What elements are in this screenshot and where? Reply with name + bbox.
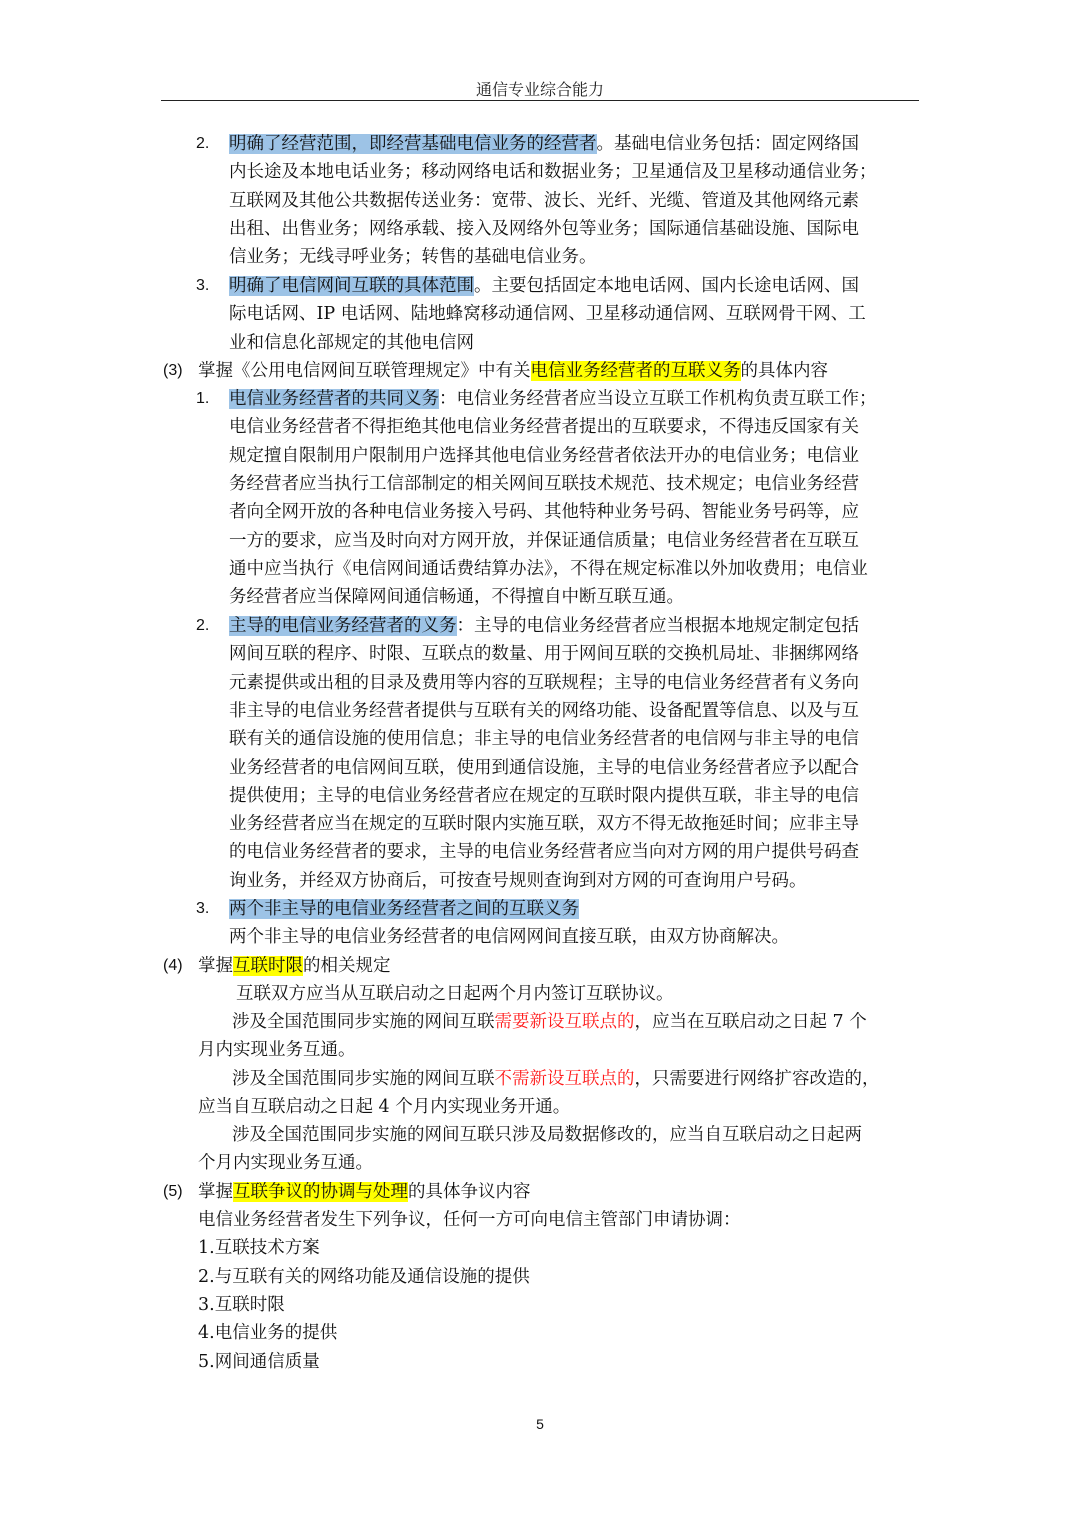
text-segment: 业务经营者应当在规定的互联时限内实施互联，双方不得无故拖延时间；应非主导: [229, 814, 859, 835]
text-segment: 互联网及其他公共数据传送业务：宽带、波长、光纤、光缆、管道及其他网络元素: [229, 190, 859, 211]
text-segment: 涉及全国范围同步实施的网间互联只涉及局数据修改的，应当自互联启动之日起两: [232, 1125, 862, 1145]
text-line: [198, 1178, 531, 1206]
highlighted-text: 主导的电信业务经营者的义务: [229, 616, 457, 636]
text-line: [198, 1263, 530, 1291]
text-segment: 互联双方应当从互联启动之日起两个月内签订互联协议。: [236, 984, 674, 1004]
text-segment: 一方的要求，应当及时向对方网开放，并保证通信质量；电信业务经营者在互联互: [229, 530, 859, 551]
item-marker: 1.: [196, 390, 210, 407]
text-segment: 5.网间通信质量: [198, 1351, 320, 1372]
text-segment: 的具体争议内容: [408, 1182, 531, 1202]
text-line: [229, 329, 474, 357]
text-segment: 内长途及本地电话业务；移动网络电话和数据业务；卫星通信及卫星移动通信业务；: [229, 162, 877, 183]
text-line: [229, 555, 868, 583]
text-segment: 信业务；无线寻呼业务；转售的基础电信业务。: [229, 247, 597, 268]
text-segment: 际电话网、IP 电话网、陆地蜂窝移动通信网、卫星移动通信网、互联网骨干网、工: [229, 304, 866, 325]
text-line: [229, 810, 859, 838]
highlighted-text: 两个非主导的电信业务经营者之间的互联义务: [229, 899, 579, 919]
text-line: [229, 697, 859, 725]
text-line: [229, 923, 789, 951]
text-segment: 出租、出售业务；网络承载、接入及网络外包等业务；国际通信基础设施、国际电: [229, 218, 859, 239]
text-segment: 涉及全国范围同步实施的网间互联: [232, 1069, 495, 1089]
text-line: [198, 1206, 741, 1234]
text-segment: 通中应当执行《电信网间通话费结算办法》，不得在规定标准以外加收费用；电信业: [229, 558, 868, 579]
highlighted-text: 电信业务经营者的互联义务: [530, 361, 741, 381]
text-segment: 应当自互联启动之日起 4 个月内实现业务开通。: [198, 1097, 571, 1118]
text-line: [229, 130, 859, 158]
text-segment: 掌握《公用电信网间互联管理规定》中有关: [198, 361, 531, 381]
text-line: [229, 725, 859, 753]
highlighted-text: 明确了电信网间互联的具体范围: [229, 276, 474, 296]
text-segment: 非主导的电信业务经营者提供与互联有关的网络功能、设备配置等信息、以及与互: [229, 700, 859, 721]
text-segment: 者向全网开放的各种电信业务接入号码、其他特种业务号码、智能业务号码等，应: [229, 502, 859, 523]
text-line: [236, 980, 674, 1008]
text-segment: 。基础电信业务包括：固定网络国: [596, 134, 859, 154]
text-segment: 电信业务经营者发生下列争议，任何一方可向电信主管部门申请协调：: [198, 1210, 741, 1230]
text-line: [198, 1291, 285, 1319]
text-line: [229, 640, 859, 668]
text-line: [229, 527, 859, 555]
text-line: [229, 413, 859, 441]
page-number: 5: [536, 1416, 544, 1432]
text-line: [232, 1121, 862, 1149]
text-segment: 业务经营者的电信网间互联，使用到通信设施，主导的电信业务经营者应予以配合: [229, 757, 859, 778]
text-line: [232, 1065, 880, 1093]
item-marker: 2.: [196, 135, 210, 152]
text-segment: 掌握: [198, 956, 233, 976]
text-line: [229, 215, 859, 243]
item-marker: (4): [163, 957, 183, 974]
text-segment: 涉及全国范围同步实施的网间互联: [232, 1012, 495, 1032]
text-segment: ，只需要进行网络扩容改造的，: [634, 1069, 880, 1089]
highlighted-text: 明确了经营范围，即经营基础电信业务的经营者: [229, 134, 597, 154]
text-line: [229, 187, 859, 215]
text-segment: 务经营者应当保障网间通信畅通，不得擅自中断互联互通。: [229, 587, 684, 608]
text-line: [198, 952, 391, 980]
text-line: [229, 895, 579, 923]
text-line: [229, 754, 859, 782]
item-marker: (3): [163, 362, 183, 379]
text-line: [198, 1036, 356, 1064]
text-segment: 。主要包括固定本地电话网、国内长途电话网、国: [474, 276, 859, 296]
item-marker: 3.: [196, 900, 210, 917]
text-segment: 的具体内容: [740, 361, 828, 381]
text-segment: ：电信业务经营者应当设立互联工作机构负责互联工作；: [439, 389, 877, 409]
text-segment: 网间互联的程序、时限、互联点的数量、用于网间互联的交换机局址、非捆绑网络: [229, 644, 859, 665]
red-text: 不需新设互联点的: [494, 1069, 635, 1089]
text-line: [198, 1149, 373, 1177]
text-line: [198, 1348, 320, 1376]
text-line: [229, 612, 859, 640]
highlighted-text: 互联争议的协调与处理: [233, 1182, 408, 1202]
text-segment: ，应当在互联启动之日起 7 个: [634, 1012, 867, 1032]
red-text: 需要新设互联点的: [494, 1012, 635, 1032]
item-marker: 2.: [196, 617, 210, 634]
text-segment: 掌握: [198, 1182, 233, 1202]
text-line: [198, 357, 828, 385]
text-segment: 的相关规定: [303, 956, 391, 976]
text-line: [229, 838, 859, 866]
text-segment: 2.与互联有关的网络功能及通信设施的提供: [198, 1266, 530, 1287]
text-line: [229, 385, 877, 413]
highlighted-text: 电信业务经营者的共同义务: [229, 389, 439, 409]
text-line: [232, 1008, 867, 1036]
text-line: [198, 1093, 570, 1121]
text-line: [229, 158, 877, 186]
text-line: [229, 243, 597, 271]
text-segment: 3.互联时限: [198, 1294, 285, 1315]
text-line: [198, 1234, 320, 1262]
text-line: [229, 583, 684, 611]
text-segment: ：主导的电信业务经营者应当根据本地规定制定包括: [456, 616, 859, 636]
text-line: [229, 470, 859, 498]
text-segment: 1.互联技术方案: [198, 1238, 320, 1259]
text-segment: 的电信业务经营者的要求，主导的电信业务经营者应当向对方网的用户提供号码查: [229, 842, 859, 863]
text-line: [229, 867, 807, 895]
text-line: [229, 782, 859, 810]
header-title: 通信专业综合能力: [475, 80, 604, 99]
text-segment: 个月内实现业务互通。: [198, 1153, 373, 1174]
text-segment: 规定擅自限制用户限制用户选择其他电信业务经营者依法开办的电信业务；电信业: [229, 445, 859, 466]
text-segment: 4.电信业务的提供: [198, 1323, 338, 1344]
text-line: [229, 498, 859, 526]
text-line: [198, 1319, 337, 1347]
text-line: [229, 442, 859, 470]
text-segment: 务经营者应当执行工信部制定的相关网间互联技术规范、技术规定；电信业务经营: [229, 473, 859, 494]
text-line: [229, 300, 866, 328]
text-segment: 提供使用；主导的电信业务经营者应在规定的互联时限内提供互联，非主导的电信: [229, 785, 859, 806]
text-line: [229, 669, 859, 697]
text-line: [229, 272, 859, 300]
text-segment: 两个非主导的电信业务经营者的电信网网间直接互联，由双方协商解决。: [229, 927, 789, 948]
item-marker: 3.: [196, 277, 210, 294]
text-segment: 业和信息化部规定的其他电信网: [229, 332, 474, 353]
text-segment: 元素提供或出租的目录及费用等内容的互联规程；主导的电信业务经营者有义务向: [229, 672, 859, 693]
header-rule: [161, 100, 919, 101]
text-segment: 电信业务经营者不得拒绝其他电信业务经营者提出的互联要求，不得违反国家有关: [229, 417, 859, 438]
highlighted-text: 互联时限: [233, 956, 303, 976]
text-segment: 联有关的通信设施的使用信息；非主导的电信业务经营者的电信网与非主导的电信: [229, 729, 859, 750]
text-segment: 询业务，并经双方协商后，可按查号规则查询到对方网的可查询用户号码。: [229, 870, 807, 891]
text-segment: 月内实现业务互通。: [198, 1040, 356, 1061]
item-marker: (5): [163, 1183, 183, 1200]
